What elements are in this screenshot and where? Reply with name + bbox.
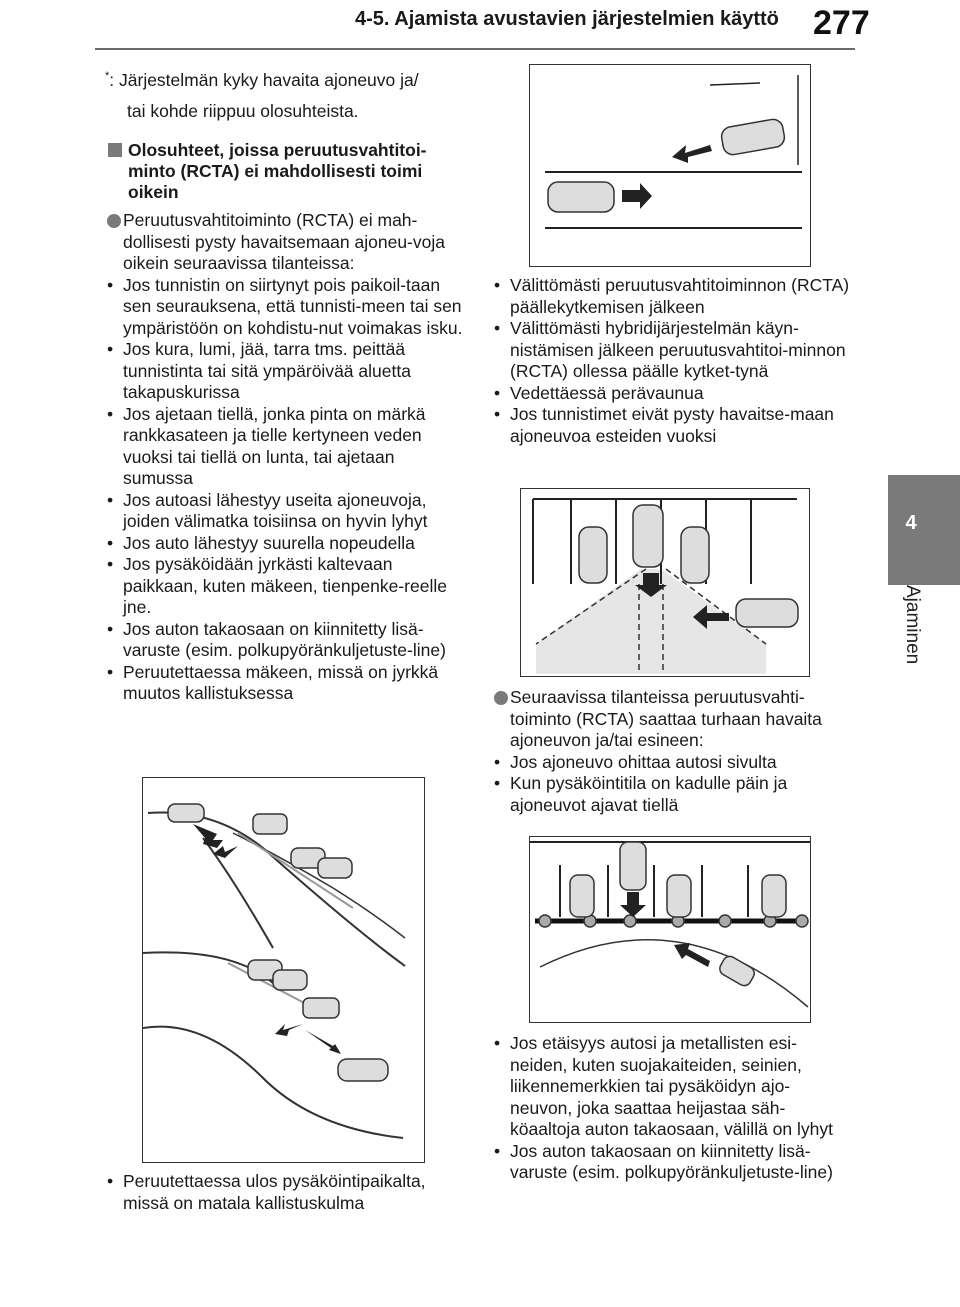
block1-lead: Peruutusvahtitoiminto (RCTA) ei mah-dollisesti pysty havaitsemaan ajoneu-voja oikein seuraavissa tilanteissa: — [123, 210, 445, 273]
footnote — [105, 66, 465, 123]
slope-road-illustration — [143, 778, 424, 1162]
list-item: • Jos auton takaosaan on kiinnitetty lisä-varuste (esim. polkupyöränkuljetuste-line) — [105, 619, 465, 662]
block3-lead: Seuraavissa tilanteissa peruutusvahti-toiminto (RCTA) saattaa turhaan havaita ajoneuvon ja/tai esineen: — [510, 687, 822, 750]
figure-angled-parking — [529, 64, 811, 267]
heading-square-icon — [108, 143, 122, 157]
block2 — [492, 275, 852, 447]
chapter-number: 4 — [905, 512, 917, 534]
circle-bullet-icon — [107, 214, 121, 228]
list-item: • Jos etäisyys autosi ja metallisten esi-neiden, kuten suojakaiteiden, seinien, liikennemerkkien tai pysäköidyn ajo-neuvon, joka saattaa heijastaa säh-köaaltoja auton takaosaan, välillä on lyhyt — [492, 1033, 852, 1141]
block1-after-figure — [105, 1171, 465, 1214]
section-title: 4-5. Ajamista avustavien järjestelmien käyttö — [355, 8, 779, 30]
list-item: • Jos ajetaan tiellä, jonka pinta on märkä rankkasateen ja tielle kertyneen veden vuoksi tai tiellä on lunta, tai ajetaan sumussa — [105, 404, 465, 490]
block2-list — [492, 275, 852, 447]
list-item: • Jos pysäköidään jyrkästi kaltevaan paikkaan, kuten mäkeen, tienpenke-reelle jne. — [105, 554, 465, 619]
parking-detection-illustration — [521, 489, 809, 676]
figure-slope-road — [142, 777, 425, 1163]
list-item: • Jos tunnistimet eivät pysty havaitse-maan ajoneuvoa esteiden vuoksi — [492, 404, 852, 447]
block4-list — [492, 1033, 852, 1184]
list-item: • Jos autoasi lähestyy useita ajoneuvoja, joiden välimatka toisiinsa on hyvin lyhyt — [105, 490, 465, 533]
list-item: • Jos auton takaosaan on kiinnitetty lisä-varuste (esim. polkupyöränkuljetuste-line) — [492, 1141, 852, 1184]
block3-list — [492, 752, 852, 817]
section-heading-text: Olosuhteet, joissa peruutusvahtitoi-minto (RCTA) ei mahdollisesti toimi oikein — [128, 140, 427, 202]
list-item: • Vedettäessä perävaunua — [492, 383, 852, 405]
block3 — [492, 687, 852, 816]
list-item: • Jos tunnistin on siirtynyt pois paikoil-taan sen seurauksena, että tunnisti-meen tai sen ympäristöön on kohdistu-nut voimakas isku. — [105, 275, 465, 340]
list-item: • Kun pysäköintitila on kadulle päin ja ajoneuvot ajavat tiellä — [492, 773, 852, 816]
footnote-line2: tai kohde riippuu olosuhteista. — [127, 101, 359, 122]
street-parking-illustration — [530, 837, 810, 1022]
header-rule — [95, 48, 855, 50]
angled-parking-illustration — [530, 65, 810, 266]
page-number: 277 — [813, 4, 870, 42]
list-item: • Välittömästi hybridijärjestelmän käyn-nistämisen jälkeen peruutusvahtitoi-minnon (RCTA) ollessa päälle kytket-tynä — [492, 318, 852, 383]
list-item: • Peruutettaessa mäkeen, missä on jyrkkä muutos kallistuksessa — [105, 662, 465, 705]
circle-bullet-icon — [494, 691, 508, 705]
block4 — [492, 1033, 852, 1184]
list-item: • Peruutettaessa ulos pysäköintipaikalta, missä on matala kallistuskulma — [105, 1171, 465, 1214]
list-item: • Jos kura, lumi, jää, tarra tms. peittää tunnistinta tai sitä ympäröivää aluetta takapuskurissa — [105, 339, 465, 404]
chapter-label: Ajaminen — [902, 585, 923, 665]
figure-street-parking — [529, 836, 811, 1023]
list-item: • Jos ajoneuvo ohittaa autosi sivulta — [492, 752, 852, 774]
figure-parking-detection — [520, 488, 810, 677]
footnote-line1: : Järjestelmän kyky havaita ajoneuvo ja/ — [109, 69, 419, 90]
footnote-marker: * — [105, 70, 110, 82]
section-heading — [110, 140, 465, 203]
list-item: • Jos auto lähestyy suurella nopeudella — [105, 533, 465, 555]
block1 — [105, 210, 465, 705]
block1-list — [105, 275, 465, 705]
list-item: • Välittömästi peruutusvahtitoiminnon (RCTA) päällekytkemisen jälkeen — [492, 275, 852, 318]
